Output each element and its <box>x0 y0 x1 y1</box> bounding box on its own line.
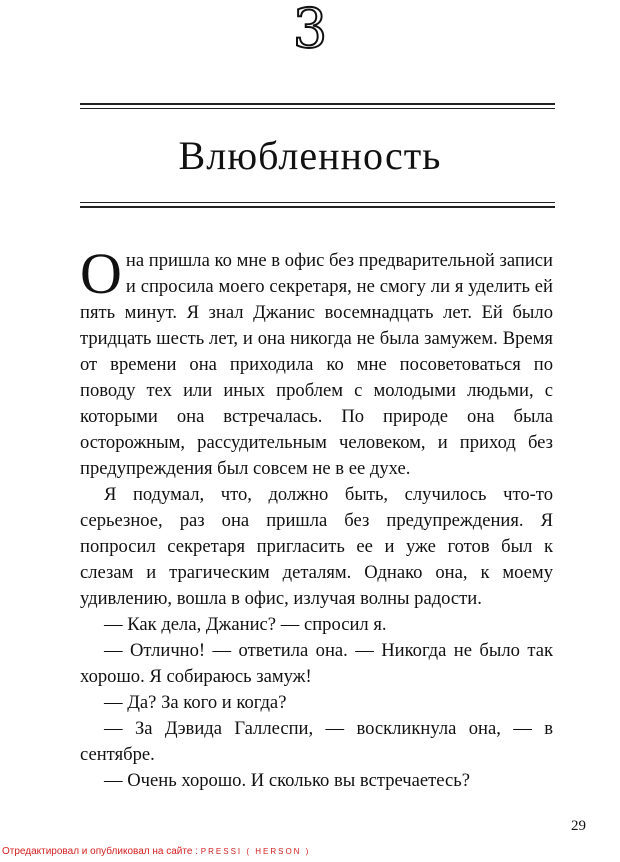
dialogue-line: — За Дэвида Галлеспи, — воскликнула она, — в сентябре. <box>80 718 553 765</box>
paragraph: Я подумал, что, должно быть, случилось что-то серьезное, раз она пришла без предупреждения. Я попросил секретаря пригласить ее и уже готов был к слезам и трагическим деталям. Однако она, к моему удивлению, вошла в офис, излучая волны радости. <box>80 484 553 609</box>
chapter-body <box>80 241 553 794</box>
dialogue-line: — Очень хорошо. И сколько вы встречаетесь? <box>104 770 470 791</box>
paragraph <box>80 241 553 482</box>
brand-label: PRESSI ( HERSON ) <box>200 847 311 856</box>
chapter-title: Влюбленность <box>178 133 442 178</box>
dialogue-line: — Отлично! — ответила она. — Никогда не было так хорошо. Я собираюсь замуж! <box>80 640 553 687</box>
page-number: 29 <box>571 818 586 834</box>
bottom-divider <box>80 202 555 211</box>
dialogue-line: — Да? За кого и когда? <box>104 692 287 713</box>
top-divider <box>80 103 555 112</box>
drop-cap: О <box>80 241 122 306</box>
bottom-divider-line <box>80 206 555 208</box>
credit-separator: : <box>192 846 201 857</box>
top-divider-line <box>80 108 555 109</box>
credit-text: Отредактировал и опубликовал на сайте <box>2 846 193 857</box>
bottom-divider-line <box>80 202 555 203</box>
chapter-number: 3 <box>292 0 328 60</box>
dialogue-line: — Как дела, Джанис? — спросил я. <box>104 614 387 635</box>
top-divider-line <box>80 103 555 105</box>
paragraph-text: на пришла ко мне в офис без предварительной записи и спросила моего секретаря, не смогу ли я уделить ей пять минут. Я знал Джанис восемнадцать лет. Ей было тридцать шесть лет, и она никогда не была замужем. Время от времени она приходила ко мне посоветоваться по поводу тех или иных проблем с молодыми людьми, с которыми она встречалась. По природе она была осторожным, рассудительным человеком, и приход без предупреждения был совсем не в ее духе. <box>80 250 553 479</box>
footer-credit <box>2 846 310 857</box>
